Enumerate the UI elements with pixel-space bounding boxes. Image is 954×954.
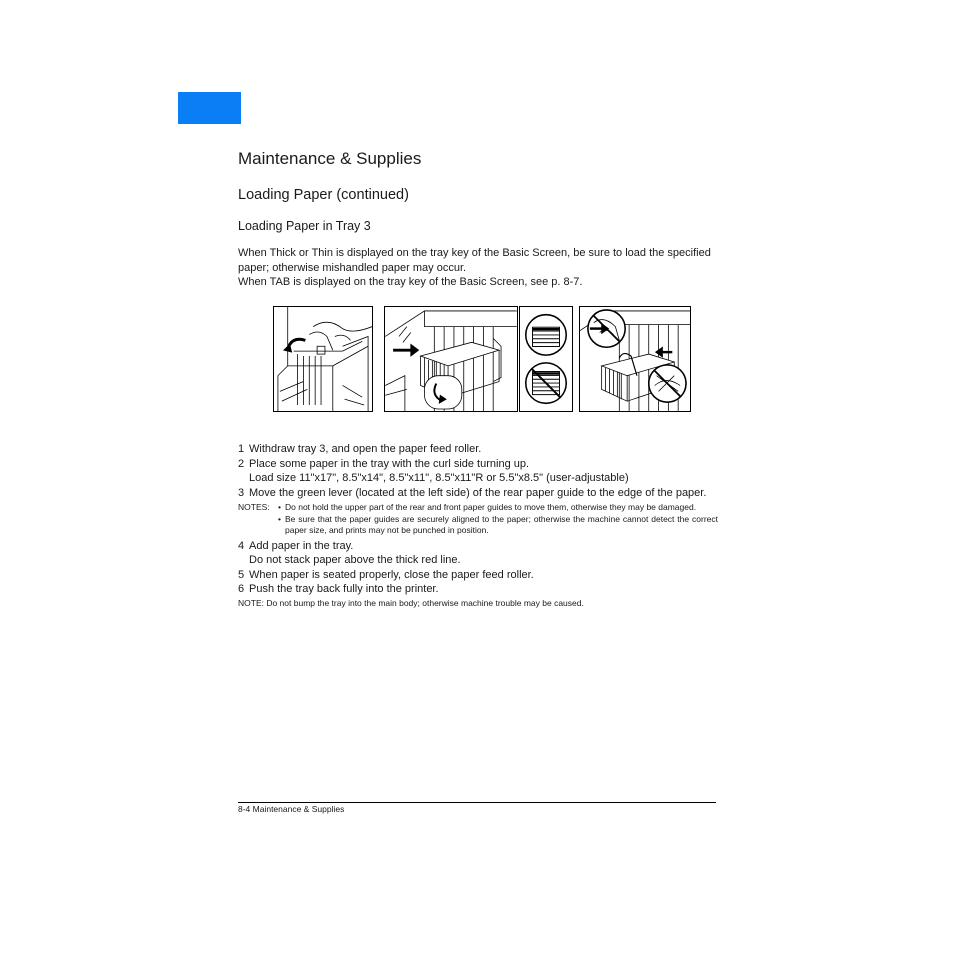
note-text: Do not hold the upper part of the rear and front paper guides to move them, otherwise they may be damaged.	[285, 502, 697, 512]
step-number: 5	[238, 568, 245, 581]
footer-divider	[238, 802, 716, 803]
bullet-icon: •	[278, 502, 281, 512]
note-item	[278, 502, 718, 514]
paper-stack-correct-incorrect-icon	[519, 306, 573, 412]
step-text: Push the tray back fully into the printer.	[249, 583, 439, 595]
page-subtitle: Loading Paper (continued)	[238, 187, 409, 203]
step-2-detail: Load size 11"x17", 8.5"x14", 8.5"x11", 8.5"x11"R or 5.5"x8.5" (user-adjustable)	[249, 472, 629, 484]
section-heading: Loading Paper in Tray 3	[238, 219, 371, 233]
page-footer: 8-4 Maintenance & Supplies	[238, 804, 345, 814]
note-item	[278, 514, 718, 537]
final-note: NOTE: Do not bump the tray into the main body; otherwise machine trouble may be caused.	[238, 597, 584, 608]
step-number: 3	[238, 486, 245, 499]
step-text: When paper is seated properly, close the paper feed roller.	[249, 568, 534, 581]
bullet-icon: •	[278, 513, 281, 524]
tray-roller-illustration	[273, 306, 373, 412]
notes-block	[238, 502, 718, 537]
note-text: Be sure that the paper guides are securely aligned to the paper; otherwise the machine cannot detect the correct paper size, and prints may not be punched in position.	[285, 513, 718, 535]
step-text: Place some paper in the tray with the curl side turning up.	[249, 457, 530, 470]
step-3	[238, 486, 718, 501]
step-2	[238, 457, 718, 472]
intro-paragraph: When TAB is displayed on the tray key of the Basic Screen, see p. 8-7.	[238, 276, 583, 288]
instruction-steps	[238, 442, 718, 609]
step-1	[238, 442, 718, 457]
guide-handling-prohibited-illustration	[579, 306, 691, 412]
step-6	[238, 582, 718, 597]
step-4	[238, 539, 718, 554]
illustration-strip	[273, 306, 691, 412]
step-4-detail: Do not stack paper above the thick red line.	[249, 554, 461, 566]
section-tab-marker	[178, 92, 241, 124]
intro-paragraph: When Thick or Thin is displayed on the tray key of the Basic Screen, be sure to load the specified paper; otherwise mishandled paper may occur.	[238, 247, 711, 274]
step-text: Withdraw tray 3, and open the paper feed roller.	[249, 443, 482, 455]
step-text: Add paper in the tray.	[249, 539, 354, 552]
step-number: 4	[238, 539, 245, 552]
notes-label: NOTES:	[238, 502, 270, 512]
step-number: 6	[238, 583, 245, 595]
step-text: Move the green lever (located at the left side) of the rear paper guide to the edge of the paper.	[249, 486, 707, 499]
step-number: 2	[238, 457, 245, 470]
step-5	[238, 568, 718, 583]
step-number: 1	[238, 443, 245, 455]
page-title: Maintenance & Supplies	[238, 149, 422, 168]
intro-text	[238, 246, 718, 290]
tray-paper-guide-illustration	[384, 306, 518, 412]
